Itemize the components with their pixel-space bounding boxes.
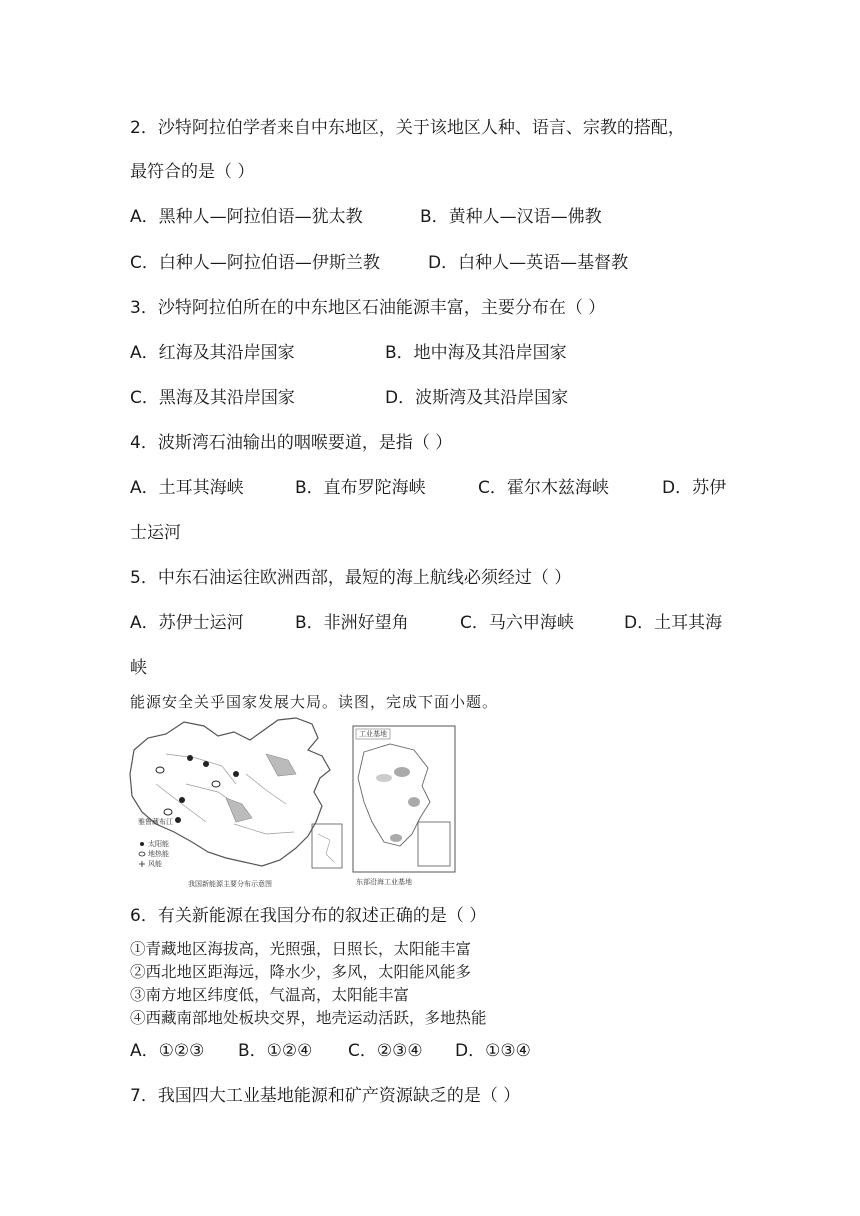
q4-option-a: A．土耳其海峡: [130, 478, 244, 498]
q2-option-c: C．白种人—阿拉伯语—伊斯兰教: [130, 253, 380, 273]
q2-stem-line2: 最符合的是（ ）: [130, 162, 255, 182]
industrial-base-map: [350, 722, 460, 888]
q4-stem: 4．波斯湾石油输出的咽喉要道，是指（ ）: [130, 433, 453, 453]
q2-option-b: B．黄种人—汉语—佛教: [420, 207, 602, 227]
q7-stem: 7．我国四大工业基地能源和矿产资源缺乏的是（ ）: [130, 1086, 521, 1106]
q5-option-c: C．马六甲海峡: [460, 613, 574, 633]
q5-option-d: D．土耳其海: [624, 613, 723, 633]
q2-stem-line1: 2．沙特阿拉伯学者来自中东地区，关于该地区人种、语言、宗教的搭配，: [130, 118, 685, 138]
right-map-caption: 东部沿海工业基地: [356, 878, 412, 886]
q3-option-c: C．黑海及其沿岸国家: [130, 388, 295, 408]
q3-stem: 3．沙特阿拉伯所在的中东地区石油能源丰富，主要分布在（ ）: [130, 298, 606, 318]
legend-solar: 太阳能: [148, 840, 169, 848]
q4-option-d-cont: 士运河: [130, 523, 181, 543]
q6-statement-1: ①青藏地区海拔高，光照强，日照长，太阳能丰富: [130, 940, 472, 958]
group-intro: 能源安全关乎国家发展大局。读图，完成下面小题。: [130, 693, 499, 711]
q6-option-c: C．②③④: [348, 1041, 423, 1061]
q2-option-a: A．黑种人—阿拉伯语—犹太教: [130, 207, 363, 227]
right-map-legend: 工业基地: [359, 730, 387, 738]
q6-option-a: A．①②③: [130, 1041, 205, 1061]
q3-option-a: A．红海及其沿岸国家: [130, 343, 295, 363]
q5-option-d-cont: 峡: [130, 658, 147, 678]
new-energy-map: [126, 714, 348, 890]
q5-option-a: A．苏伊士运河: [130, 613, 244, 633]
q4-option-b: B．直布罗陀海峡: [295, 478, 426, 498]
legend-wind: 风能: [148, 860, 162, 868]
q2-option-d: D．白种人—英语—基督教: [428, 253, 629, 273]
q6-statement-4: ④西藏南部地处板块交界，地壳运动活跃，多地热能: [130, 1009, 487, 1027]
river-label: 雅鲁藏布江: [138, 818, 173, 826]
legend-geothermal: 地热能: [148, 850, 169, 858]
q6-option-b: B．①②④: [238, 1041, 313, 1061]
q6-statement-3: ③南方地区纬度低，气温高，太阳能丰富: [130, 986, 410, 1004]
q6-statement-2: ②西北地区距海远，降水少，多风，太阳能风能多: [130, 963, 472, 981]
q4-option-c: C．霍尔木兹海峡: [478, 478, 609, 498]
q5-option-b: B．非洲好望角: [295, 613, 409, 633]
left-map-caption: 我国新能源主要分布示意图: [188, 880, 272, 888]
coastal-map-figure: [350, 722, 460, 888]
q4-option-d: D．苏伊: [662, 478, 727, 498]
q3-option-b: B．地中海及其沿岸国家: [385, 343, 567, 363]
q5-stem: 5．中东石油运往欧洲西部，最短的海上航线必须经过（ ）: [130, 568, 572, 588]
q6-stem: 6．有关新能源在我国分布的叙述正确的是（ ）: [130, 906, 487, 926]
q3-option-d: D．波斯湾及其沿岸国家: [385, 388, 569, 408]
q6-option-d: D．①③④: [455, 1041, 531, 1061]
china-map-figure: [126, 714, 348, 890]
